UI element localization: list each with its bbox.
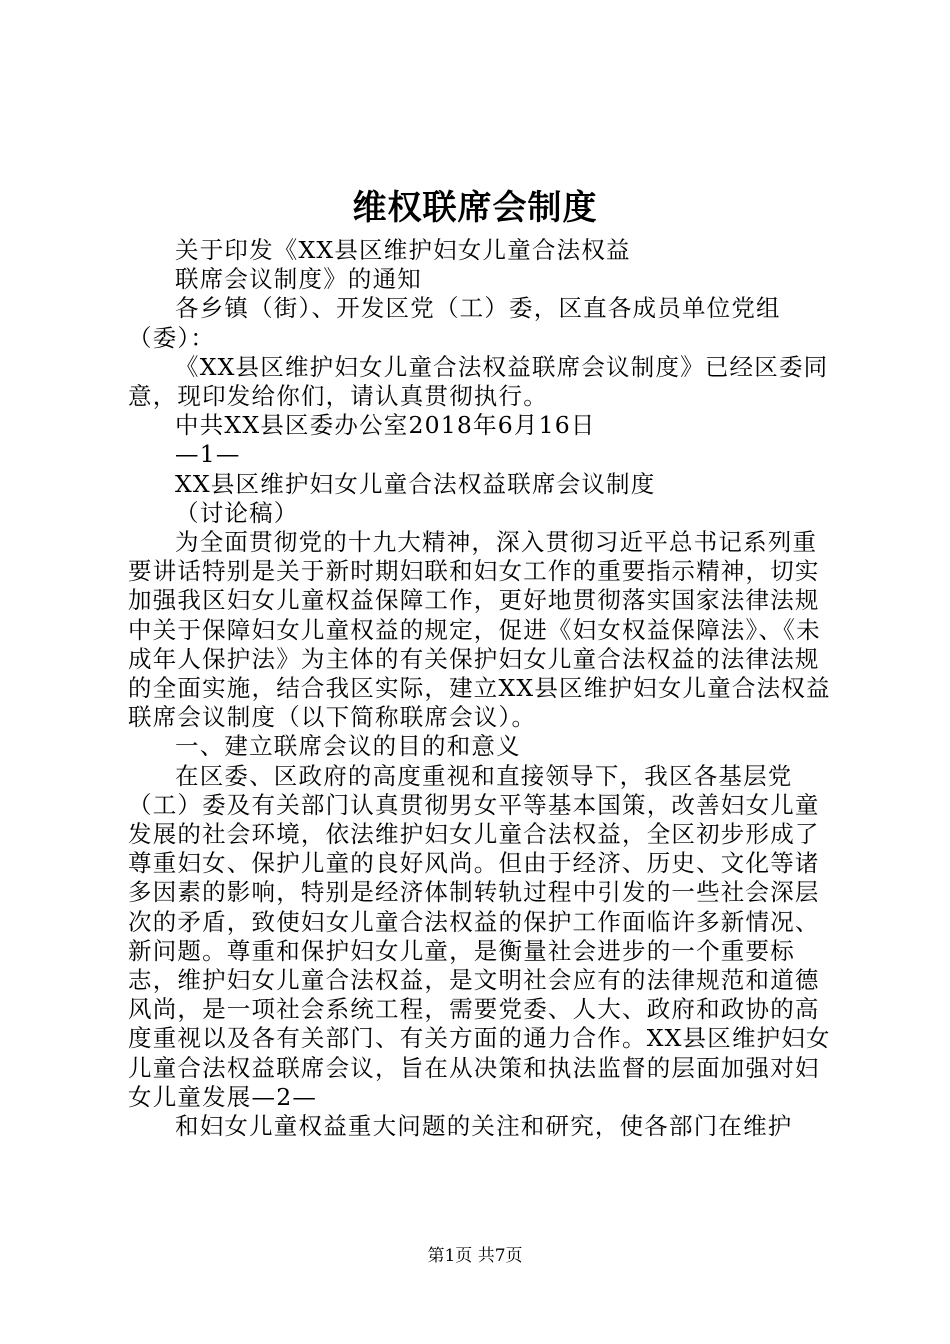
document-body [128, 236, 838, 1141]
regulation-title: XX县区维护妇女儿童合法权益联席会议制度 [175, 469, 656, 498]
issuer-date-line: 中共XX县区委办公室2018年6月16日 [175, 411, 596, 440]
page-title: 维权联席会制度 [352, 188, 598, 228]
section-heading-1: 一、建立联席会议的目的和意义 [175, 732, 521, 761]
page-footer: 第1页 共7页 [427, 1246, 523, 1266]
draft-label: （讨论稿） [175, 498, 299, 527]
section-1-paragraph: 在区委、区政府的高度重视和直接领导下，我区各基层党（工）委及有关部门认真贯彻男女平等基本国策，改善妇女儿童发展的社会环境，依法维护妇女儿童合法权益，全区初步形成了尊重妇女、保护儿童的良好风尚。但由于经济、历史、文化等诸多因素的影响，特别是经济体制转轨过程中引发的一些社会深层次的矛盾，致使妇女儿童合法权益的保护工作面临许多新情况、新问题。尊重和保护妇女儿童，是衡量社会进步的一个重要标志，维护妇女儿童合法权益，是文明社会应有的法律规范和道德风尚，是一项社会系统工程，需要党委、人大、政府和政协的高度重视以及各有关部门、有关方面的通力合作。XX县区维护妇女儿童合法权益联席会议，旨在从决策和执法监督的层面加强对妇女儿童发展—2— [128, 761, 831, 1111]
intro-paragraph: 为全面贯彻党的十九大精神，深入贯彻习近平总书记系列重要讲话特别是关于新时期妇联和妇女工作的重要指示精神，切实加强我区妇女儿童权益保障工作，更好地贯彻落实国家法律法规中关于保障妇女儿童权益的规定，促进《妇女权益保障法》、《未成年人保护法》为主体的有关保护妇女儿童合法权益的法律法规的全面实施，结合我区实际，建立XX县区维护妇女儿童合法权益联席会议制度（以下简称联席会议）。 [128, 528, 831, 732]
notice-body-paragraph: 《XX县区维护妇女儿童合法权益联席会议制度》已经区委同意，现印发给你们，请认真贯彻执行。 [128, 352, 829, 411]
notice-title-line-2: 联席会议制度》的通知 [175, 265, 422, 294]
notice-title-line-1: 关于印发《XX县区维护妇女儿童合法权益 [175, 236, 631, 264]
addressee-paragraph: 各乡镇（街）、开发区党（工）委，区直各成员单位党组（委）： [128, 294, 781, 352]
page-marker-1: —1— [175, 440, 241, 469]
continuation-paragraph: 和妇女儿童权益重大问题的关注和研究，使各部门在维护 [175, 1112, 793, 1141]
